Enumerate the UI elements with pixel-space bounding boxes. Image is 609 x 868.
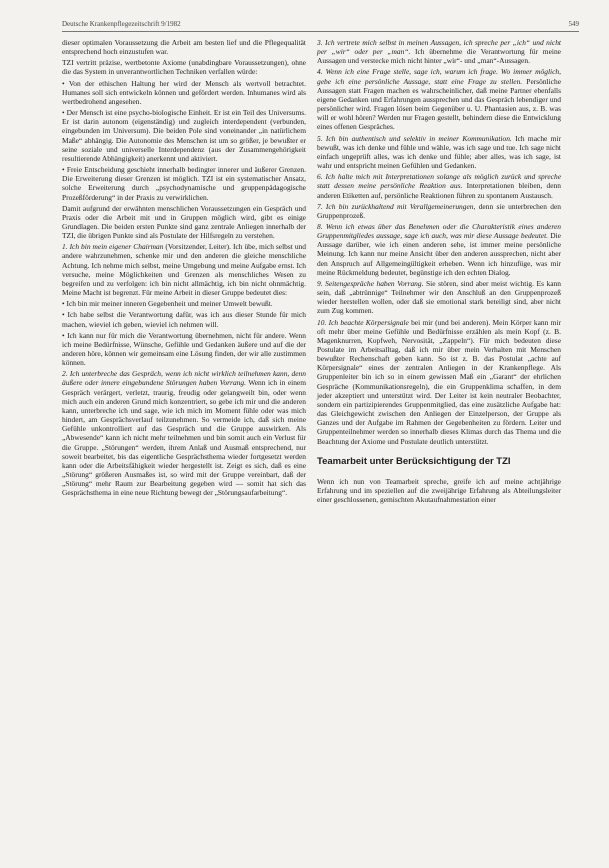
bullet-icon: • bbox=[62, 310, 68, 320]
postulate-text: Persönliche Aussagen statt Fragen machen es wahrscheinlicher, daß meine Partner ebenfalls eigene Gedanken und Erfahrungen aussprechen und das Gespräch lebendiger und persönlicher wird. Fragen lösen beim Gegenüber u. U. Phantasien aus, z. B. was will er wohl hören? Werden nur Fragen gestellt, behindern diese die Entwicklung eines offenen Gespräches. bbox=[317, 76, 562, 132]
left-column bbox=[62, 38, 306, 498]
numbered-postulate bbox=[317, 202, 561, 220]
bullet-paragraph bbox=[62, 79, 306, 106]
numbered-postulate bbox=[317, 172, 561, 199]
bullet-text: Ich habe selbst die Verantwortung dafür, was ich aus dieser Stunde für mich machen, wieviel ich geben, wieviel ich nehmen will. bbox=[62, 310, 306, 329]
postulate-lead: 4. Wenn ich eine Frage stelle, sage ich, warum ich frage. Wo immer möglich, gebe ich eine persönliche Aussage, statt eine Frage zu stellen. bbox=[317, 67, 561, 86]
postulate-text: bei mir (und bei anderen). Mein Körper kann mir oft mehr über meine Gefühle und Bedürfnisse erzählen als mein Kopf (z. B. Magenknurren, Kopfweh, Nervosität, „Zappeln“). Für mich bedeuten diese Postulate im Arbeitsalltag, daß ich mir über mein Verhalten mit Menschen bewußter Rechenschaft geben kann. So ist z. B. das Postulat „achte auf Körpersignale“ eines der zentralen Anliegen in der Krankenpflege. Als Gruppenleiter bin ich so in einem gewissen Maß ein „Garant“ der ehrlichen Gespräche (Kommunikationsregeln), die ein Gruppenklima schaffen, in dem jeder akzeptiert und unterstützt wird. Der Leiter ist kein neutraler Beobachter, sondern ein partizipierendes Gruppenmitglied, das eine zusätzliche Aufgabe hat: das Gleichgewicht zwischen den Anliegen der Einzelperson, der Gruppe als Ganzes und der Aufgabe im Rahmen der Gegebenheiten zu fördern. Leiter und Gruppenteilnehmer werden so innerhalb dieses Klimas durch das Thema und die Beachtung der Axiome und Postulate deutlich unterstützt. bbox=[317, 317, 561, 446]
postulate-lead: 8. Wenn ich etwas über das Benehmen oder die Charakteristik eines anderen Gruppenmitgliedes aussage, sage ich auch, was mir diese Aussage bedeutet. bbox=[317, 221, 561, 241]
page-number: 549 bbox=[568, 20, 579, 28]
numbered-postulate bbox=[317, 134, 561, 171]
body-paragraph: Damit aufgrund der erwähnten menschlichen Voraussetzungen ein Gespräch und Praxis oder die Arbeit mit und in Gruppen möglich wird, gibt es einige Grundlagen. Die beiden ersten Punkte sind ganz zentrale Anliegen innerhalb der TZI, die übrigen Punkte sind als Postulate der Hilfsregeln zu verstehen. bbox=[62, 203, 306, 241]
postulate-text: Die Aussage darüber, wie ich einen anderen sehe, ist immer meine persönliche Meinung. Ich kann nur meine Ansicht über den anderen aussprechen, nicht aber den Anspruch auf Allgemeingültigkeit erheben. Wenn ich hinzufüge, was mir meine Rückmeldung bedeutet, begünstige ich den echten Dialog. bbox=[317, 231, 561, 277]
bullet-paragraph bbox=[62, 299, 306, 308]
bullet-icon: • bbox=[62, 108, 67, 118]
postulate-text: Wenn ich in einem Gespräch verärgert, verletzt, traurig, freudig oder gelangweilt bin, oder wenn mich auch ein anderen Grund mich konzentriert, so gebe ich mir und die anderen kann, unterbreche ich und sage, wie ich mich im Moment fühle oder was mich hindert, am Gesprächsverlauf teilzunehmen. So vermeide ich, daß sich meine Gefühle unkontrolliert auf das Gespräch und die Gruppe auswirken. Als „Abwesende“ kann ich nicht mehr teilnehmen und bin somit auch ein Verlust für die Gruppe. „Störungen“ werden, ihrem Anlaß und Ausmaß entsprechend, nur soweit bearbeitet, bis das eigentliche Gesprächsthema wieder fortgesetzt werden kann oder die Arbeitsfähigkeit wieder hergestellt ist. Zeigt es sich, daß es eine „Störung“ größeren Ausmaßes ist, so wird mit der Gruppe vereinbart, daß der „Störung“ mehr Raum zur Bearbeitung gegeben wird — somit hat sich das Gesprächsthema in eine neue Richtung bewegt der „Störungsaufarbeitung“. bbox=[62, 378, 306, 498]
numbered-postulate bbox=[317, 67, 561, 131]
postulate-text: Ich übernehme die Verantwortung für meine Aussagen und verstecke mich nicht hinter „wir“- und „man“-Aussagen. bbox=[317, 47, 561, 66]
bullet-icon: • bbox=[62, 165, 67, 175]
bullet-text: Von der ethischen Haltung her wird der Mensch als wertvoll betrachtet. Humanes soll sich entwickeln können und gefördert werden. Inhumanes wird als wertbedrohend angesehen. bbox=[62, 78, 306, 106]
postulate-text: (Vorsitzender, Leiter). Ich übe, mich selbst und andere wahrzunehmen, schenke mir und den anderen die gleiche menschliche Achtung. Ich nehme mich selbst, meine Umgebung und meine Aufgabe ernst. Ich versuche, meine Möglichkeiten und Grenzen als menschliches Wesen zu begreifen und zu verfolgen: ich bin nicht allmächtig, ich bin nicht ohnmächtig. Meine Macht ist begrenzt. Für meine Arbeit in dieser Gruppe bedeutet dies: bbox=[62, 242, 306, 298]
bullet-text: Ich kann nur für mich die Verantwortung übernehmen, nicht für andere. Wenn ich meine Bedürfnisse, Wünsche, Gefühle und Gedanken äußere und auf die der anderen höre, können wir gemeinsam eine Lösung finden, der wir alle zustimmen können. bbox=[62, 330, 306, 368]
postulate-text: Sie stören, sind aber meist wichtig. Es kann sein, daß „abtrünnige“ Teilnehmer wir den Anschluß an den Gruppenprozeß wieder herstellen wollen, oder daß sie emotional stark beteiligt sind, aber nicht zum Zug kommen. bbox=[317, 278, 561, 316]
journal-title: Deutsche Krankenpflegezeitschrift 9/1982 bbox=[62, 20, 181, 28]
numbered-postulate bbox=[317, 38, 561, 65]
postulate-lead: 3. Ich vertrete mich selbst in meinen Aussagen, ich spreche per „ich“ und nicht per „wir“ oder per „man“. bbox=[317, 38, 561, 57]
bullet-paragraph bbox=[62, 310, 306, 328]
postulate-lead: 7. Ich bin zurückhaltend mit Verallgemeinerungen, bbox=[317, 201, 476, 211]
bullet-text: Der Mensch ist eine psycho-biologische Einheit. Er ist ein Teil des Universums. Er ist darin autonom (eigenständig) und zugleich interdependent (verbunden, eingebunden im Universum). Die beiden Pole sind voneinander „in natürlichem Maße“ abhängig. Die Autonomie des Menschen ist um so größer, je bewußter er seine soziale und universelle Interdependenz (aus der Zusammengehörigkeit resultierende Abhängigkeit) anerkennt und aktiviert. bbox=[62, 108, 307, 163]
bullet-icon: • bbox=[62, 299, 67, 309]
page-header bbox=[62, 16, 579, 30]
numbered-postulate bbox=[62, 242, 306, 297]
postulate-text: denn sie unterbrechen den Gruppenprozeß. bbox=[317, 201, 561, 220]
postulate-lead: 6. Ich halte mich mit Interpretationen solange als möglich zurück und spreche statt dessen meine persönliche Reaktion aus. bbox=[317, 172, 561, 191]
postulate-lead: 9. Seitengespräche haben Vorrang. bbox=[317, 278, 424, 288]
numbered-postulate bbox=[62, 369, 306, 497]
bullet-paragraph bbox=[62, 165, 306, 202]
bullet-text: Freie Entscheidung geschieht innerhalb bedingter innerer und äußerer Grenzen. Die Erweiterung dieser Grenzen ist möglich. TZI ist ein systematischer Ansatz, solche Erweiterung durch „psychodynamische und gruppenpädagogische Prozeßförderung“ in der Praxis zu verwirklichen. bbox=[62, 165, 306, 202]
postulate-lead: 1. Ich bin mein eigener Chairman bbox=[62, 242, 164, 252]
section-heading: Teamarbeit unter Berücksichtigung der TZI bbox=[317, 455, 511, 467]
body-paragraph: TZI vertritt präzise, wertbetonte Axiome (unabdingbare Voraussetzungen), ohne die das System in unverantwortlichen Techniken verfallen würde: bbox=[62, 58, 306, 77]
bullet-icon: • bbox=[62, 330, 68, 340]
right-column bbox=[317, 38, 561, 504]
numbered-postulate bbox=[317, 279, 561, 316]
numbered-postulate bbox=[317, 318, 561, 446]
bullet-paragraph bbox=[62, 108, 306, 163]
postulate-text: Ich mache mir bewußt, was ich denke und fühle und wähle, was ich sage und tue. Ich sage nicht einfach ungeprüft alles, was ich denke und fühle; aber alles, was ich sage, ist wahr und entspricht meinen Gefühlen und Gedanken. bbox=[317, 133, 562, 171]
body-paragraph: dieser optimalen Voraussetzung die Arbeit am besten lief und die Pflegequalität entsprechend hoch einzustufen war. bbox=[62, 38, 306, 57]
postulate-lead: 2. Ich unterbreche das Gespräch, wenn ich nicht wirklich teilnehmen kann, denn äußere oder innere eingebundene Störungen haben Vorrang. bbox=[62, 369, 306, 388]
postulate-text: Interpretationen bleiben, denn anderen Etiketten auf, persönliche Reaktionen führen zu spontanem Austausch. bbox=[317, 181, 561, 200]
postulate-lead: 5. Ich bin authentisch und selektiv in meiner Kommunikation. bbox=[317, 133, 512, 143]
bullet-icon: • bbox=[62, 78, 69, 88]
bullet-paragraph bbox=[62, 331, 306, 368]
postulate-lead: 10. Ich beachte Körpersignale bbox=[317, 317, 409, 327]
header-rule bbox=[62, 31, 579, 32]
numbered-postulate bbox=[317, 222, 561, 277]
bullet-text: Ich bin mir meiner inneren Gegebenheit und meiner Umwelt bewußt. bbox=[66, 299, 273, 309]
body-paragraph: Wenn ich nun von Teamarbeit spreche, greife ich auf meine achtjährige Erfahrung und im speziellen auf die zweijährige Erfahrung als Abteilungsleiter einer geschlossenen, gemischten Akutaufnahmestation einer bbox=[317, 476, 561, 505]
